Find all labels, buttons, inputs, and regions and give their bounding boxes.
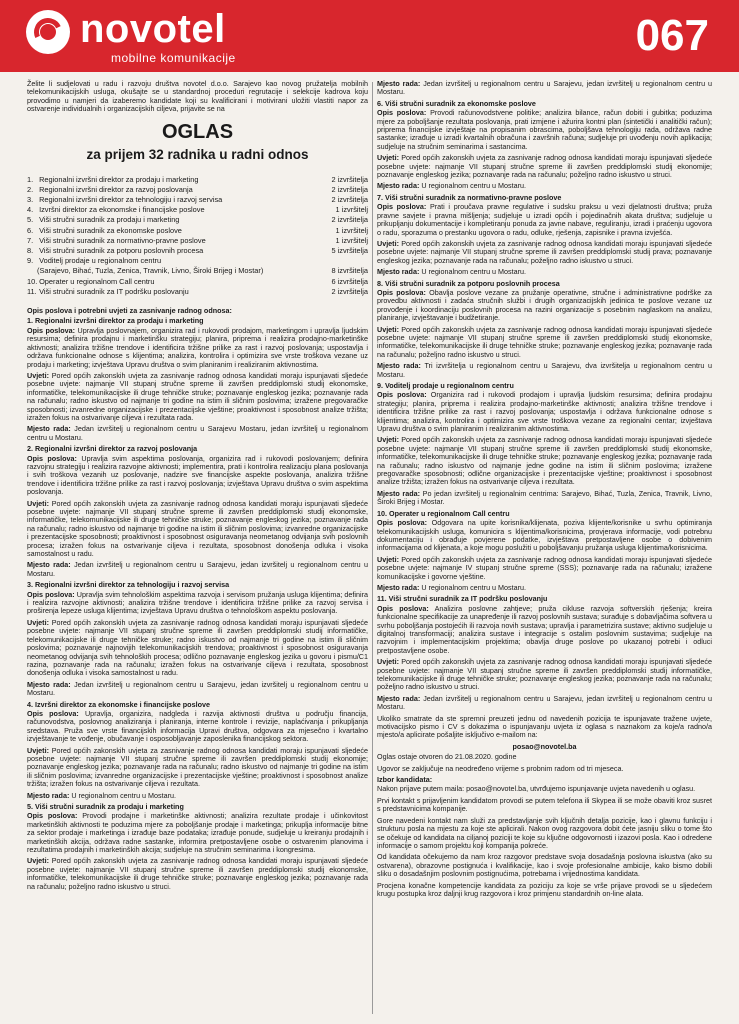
job-description-text: Upravlja, organizira, nadgleda i razvija aktivnosti društva u području financija, računovodstva, poslovnog analiziranja i planiranja, interne kontrole i revizije, naplaćivanja i prikupljanja sredstava. Pruža sve vrste financijskih informacija Upravi društva, odgovara za mjesečno i kvartalno izvještavanje te vođenje, obučavanje i osposobljavanje zaposlenika financijskog sektora. <box>27 708 369 744</box>
job-location <box>27 681 368 698</box>
position-count: 1 izvršitelj <box>335 225 368 235</box>
closing-contract: Ugovor se zaključuje na neodređeno vrijeme s probnim radom od tri mjeseca. <box>377 763 624 773</box>
position-name: Viši stručni suradnik za ekonomske poslove <box>39 225 182 235</box>
job-title: 5. Viši stručni suradnik za prodaju i marketing <box>27 802 184 811</box>
job-requirements <box>377 556 712 581</box>
job-description-label: Opis poslova: <box>377 390 427 400</box>
job-requirements <box>377 154 712 179</box>
job-title: 8. Viši stručni suradnik za potporu poslovnih procesa <box>377 278 560 288</box>
position-name: (Sarajevo, Bihać, Tuzla, Zenica, Travnik, Livno, Široki Brijeg i Mostar) <box>37 266 264 276</box>
contact-email[interactable]: posao@novotel.ba <box>512 741 577 751</box>
closing-ukoliko: Ukoliko smatrate da ste spremni preuzeti jednu od navedenih pozicija te ispunjavate tražene uvjete, motivacijsko pismo i CV s dokazima o ispunjavanju uvjeta iz oglasa s naznakom za koje/a radno/a mjesto/a aplicirate pošaljite isključivo e-mailom na: <box>377 713 712 740</box>
position-count: 2 izvršitelja <box>331 215 368 225</box>
job-description-text: Upravlja svim tehnološkim aspektima razvoja i servisom pružanja usluga klijentima; definira i realizira razvojne aktivnosti; analizira tržišne trendove i identificira tržišne prilike za razvoj servisa i proširenja lepeze usluga klijentima; izvještava Upravu društva o tehnološkom aspektu poslovanja. <box>27 589 369 616</box>
job-location-label: Mjesto rada: <box>377 267 420 277</box>
job-requirements-label: Uvjeti: <box>27 856 49 866</box>
job-location <box>377 695 712 712</box>
sections-right <box>377 80 712 712</box>
job-requirements-label: Uvjeti: <box>27 745 49 755</box>
job-description <box>377 519 712 553</box>
position-item <box>27 246 368 256</box>
job-description-text: Upravlja svim aspektima poslovanja, organizira rad i rukovodi poslovanjem; definira razvojnu strategiju i realizira razvojne aktivnosti; implementira, prati i kontrolira realizaciju plana poslovanja i svih troškova vezanih uz poslovanje, nadzire sve financijske aspekte poslovanja, analizira tržišne trendove i identificira tržišne prilike za rast i razvoj poslovanja; izvještava Upravu društva o svim aspektima poslovanja. <box>27 453 368 497</box>
job-requirements-text: Pored općih zakonskih uvjeta za zasnivanje radnog odnosa kandidati moraju ispunjavati sljedeće posebne uvjete: najmanje VII stupanj stručne spreme ili završen preddiplomski studij ekonomske, informatičke, telekomunikacijske ili druge tehničke struke; poznavanje engleskog jezika; poznavanje rada na računalu; radno iskustvo od najmanje tri godine na istim ili sličnim poslovima; izvanredne organizacijske i prezentacijske sposobnosti; proaktivnost i sposobnost osiguravanja neometanog odvijanja svih poslovnih procesa; izražen fokus na ostvarivanje ciljeva i rezultata, sposobnost donošenja odluka i visoka samostalnost u radu. <box>27 498 368 559</box>
job-description <box>27 327 368 369</box>
ad-number: 067 <box>635 11 709 60</box>
job-description-text: Provodi prodajne i marketinške aktivnosti; analizira rezultate prodaje i učinkovitost marketinških aktivnosti te poduzima mjere za poboljšanje prodaje i marketinga; prikuplja informacije bitne za sektor prodaje i marketinga i izrađuje baze podataka; izrađuje ponude, sudjeluje u kreiranju prodajnih i marketinških akcija, održava radne sastanke, informira pretpostavljene osobe o ostvarenim planovima i rezultatima prodajnih i marketinških akcija; sudjeluje na stručnim seminarima i kongresima. <box>27 811 369 855</box>
job-location-label: Mjesto rada: <box>377 582 420 592</box>
job-section <box>27 317 368 442</box>
position-name: Operater u regionalnom Call centru <box>39 276 155 286</box>
job-title: 11. Viši stručni suradnik za IT podršku poslovanju <box>377 594 548 604</box>
position-count: 5 izvršitelja <box>331 246 368 256</box>
job-description-label: Opis poslova: <box>377 603 429 613</box>
job-description-text: Provodi računovodstvene politike; analizira bilance, račun dobiti i gubitka; poduzima mjere za poboljšanje rezultata poslovanja, prati izmjene i ažurira kontni plan (sintetički i analitički račun); priprema financijske izvještaje na propisanim obrascima, poboljšava tehnologiju rada, održava radne sastanke; izrađuje u izradi kvartalnih obračuna i završnih računa; sudjeluje pri uvođenju novih aplikacija; sudjeluje na stručnim seminarima i sastancima. <box>377 108 713 151</box>
job-location-label: Mjesto rada: <box>27 790 70 800</box>
job-description-text: Upravlja poslovnajem, organizira rad i rukovodi prodajom, marketingom i upravlja ljudskim resursima; definira prodajnu i marketinšku strategiju; planira, priprema i realizira prodajno-marketinške aktivnosti; analizira tržišne trendove i identificira tržišne prilike za rast i razvoj poslovanja; uspostavlja i održava funkcionalne odnose s klijentima; analizira, kontrolira i optimizira sve vrste troškova vezane uz prodaju i marketing; izvještava Upravu društva o svim planiranim i realiziranim aktivnostima. <box>27 325 368 369</box>
position-number: 8. <box>27 246 34 256</box>
job-location <box>377 362 712 379</box>
job-location-label: Mjesto rada: <box>27 424 71 434</box>
job-location-text: U regionalnom centru u Mostaru. <box>421 267 527 277</box>
position-item <box>27 215 368 225</box>
job-description-label: Opis poslova: <box>377 287 426 297</box>
job-requirements-text: Pored općih zakonskih uvjeta za zasnivanje radnog odnosa kandidati moraju ispunjavati sljedeće posebne uvjete: najmanje VII stupanj stručne spreme ili završen preddiplomski studij prava; poznavanje engleskog jezika; poznavanje rada na računalu; poželjno radno iskustvo u struci. <box>377 238 712 265</box>
ad-subtitle: za prijem 32 radnika u radni odnos <box>86 146 309 162</box>
job-requirements <box>377 326 712 360</box>
left-column <box>27 80 368 894</box>
job-description-label: Opis poslova: <box>27 325 76 335</box>
position-item <box>27 175 368 185</box>
job-description-text: Obavlja poslove vezane za pružanje operativne, stručne i administrativne podrške za provedbu aktivnosti i zadaća stručnih službi i drugih organizacijskih jedinica te poslove vezane uz provođenje i koordinaciju poslovnih procesa na razini organizacije s posebnim naglaskom na analizu, planiranje, izvještavanje i budžetiranje. <box>377 287 712 323</box>
position-count: 2 izvršitelja <box>331 184 368 194</box>
job-requirements <box>377 240 712 265</box>
job-description-label: Opis poslova: <box>27 453 77 463</box>
job-title: 2. Regionalni izvršni direktor za razvoj poslovanja <box>27 444 198 454</box>
position-name: Regionalni izvršni direktor za razvoj poslovanja <box>39 184 193 194</box>
position-name: Viši stručni suradnik za IT podršku poslovanju <box>39 286 189 296</box>
position-number: 9. <box>27 256 34 266</box>
job-section <box>27 581 368 697</box>
job-requirements-label: Uvjeti: <box>377 435 399 445</box>
job-location <box>377 584 712 592</box>
brand-name: novotel <box>80 7 226 51</box>
job-title: 4. Izvršni direktor za ekonomske i financijske poslove <box>27 699 210 709</box>
selection-first: Prvi kontakt s prijavljenim kandidatom provodi se putem telefona ili Skypea ili se može obaviti kroz susret s predstavnicima kompanije. <box>377 795 712 814</box>
job-description-label: Opis poslova: <box>27 708 79 718</box>
job-location-text: Jedan izvršitelj u regionalnom centru u Sarajevu, jedan izvršitelj u regionalnom centru u Mostaru. <box>377 79 712 97</box>
job-requirements <box>377 436 712 486</box>
position-count: 1 izvršitelj <box>335 205 368 215</box>
ad-title: OGLAS <box>161 120 234 143</box>
positions-list <box>27 175 368 297</box>
right-column <box>377 80 712 901</box>
job-description-text: Organizira rad i rukovodi prodajom i upravlja ljudskim resursima; definira prodajnu strategiju; planira, priprema i realizira prodajno-marketinške aktivnosti; analizira tržišne trendove i identificira tržišne prilike za rast i razvoj poslovanja; uspostavlja i održava funkcionalne odnose s klijentima; analizira, kontrolira i optimizira sve vrste troškova vezane za regionalni centar; izvještava Upravu društva o svim planiranim i realiziranim aktivnostima. <box>377 390 713 434</box>
job-description <box>377 203 712 237</box>
job-description <box>27 591 368 616</box>
position-number: 4. <box>27 205 34 215</box>
job-location-label: Mjesto rada: <box>377 361 421 371</box>
position-item <box>27 287 368 297</box>
job-requirements-label: Uvjeti: <box>377 657 399 667</box>
job-requirements <box>27 500 368 559</box>
job-location <box>377 268 712 276</box>
job-requirements-text: Pored općih zakonskih uvjeta za zasnivanje radnog odnosa kandidati moraju ispunjavati sljedeće posebne uvjete: najmanje VII stupanj stručne spreme ili završen preddiplomski studij ekonomske, informatičke, telekomunikacijske ili druge tehničke struke; poznavanje engleskog jezika; poznavanje rada na računalu; poželjno radno iskustvo u struci. <box>27 856 368 891</box>
intro-text: Želite li sudjelovati u radu i razvoju društva novotel d.o.o. Sarajevo kao novog pružatelja mobilnih telekomunikacijskih usluga, okušajte se u standardnoj proceduri regrutacije i selekcije kadrova koju provodimo u namjeri da izaberemo kandidate koji su kvalificirani i motivirani uložiti vlastiti napor za ostvarenje individualnih i organizacijskih ciljeva, prijavite se na <box>27 79 368 114</box>
job-requirements <box>27 857 368 891</box>
job-description <box>27 710 368 744</box>
closing-deadline: Oglas ostaje otvoren do 21.08.2020. godine <box>377 752 517 762</box>
job-requirements-text: Pored općih zakonskih uvjeta za zasnivanje radnog odnosa kandidati moraju ispunjavati sljedeće posebne uvjete: najmanje VII stupanj stručne spreme ili završen preddiplomski studij ekonomske, informatičke, telekomunikacijske ili druge tehničke struke; poznavanje engleskog jezika; poznavanje rada na računalu; radno iskustvo od najmanje jedne godine na istim ili sličnim poslovima; izražene pregovaračke sposobnosti; odlične organizacijske i prezentacijske vještine; proaktivnost i sposobnost analize tržišta; izražen fokus na ostvarivanje ciljeva i rezultata. <box>377 435 712 487</box>
position-count: 8 izvršitelja <box>331 266 368 276</box>
job-title: 3. Regionalni izvršni direktor za tehnologiju i razvoj servisa <box>27 580 230 590</box>
job-description <box>377 605 712 655</box>
position-name: Viši stručni suradnik za potporu poslovnih procesa <box>39 246 204 256</box>
job-location-label: Mjesto rada: <box>27 679 71 689</box>
job-location-text: Po jedan izvršitelj u regionalnim centrima: Sarajevo, Bihać, Tuzla, Zenica, Travnik, Livno, Široki Brijeg i Mostar. <box>377 488 712 507</box>
position-name: Izvršni direktor za ekonomske i financijske poslove <box>39 205 205 215</box>
column-divider <box>372 82 373 1014</box>
position-count: 2 izvršitelja <box>331 174 368 184</box>
position-number: 3. <box>27 195 34 205</box>
job-location <box>27 561 368 578</box>
job-requirements-label: Uvjeti: <box>377 238 399 248</box>
job-description-text: Odgovara na upite korisnika/klijenata, poziva klijente/korisnike u svrhu optimiranja telekomunikacijskih usluga, komunicira s klijentima/korisnicima, provjerava informacije, vodi potrebnu dokumentaciju i obrađuje povjerene podatke, izvještava pretpostavljene osobe o dobivenim informacijama od klijenata, a koje mogu poslužiti u poboljšavanju pružanja usluga klijentima/korisnicima. <box>377 518 713 553</box>
position-count: 2 izvršitelja <box>331 195 368 205</box>
job-requirements-text: Pored općih zakonskih uvjeta za zasnivanje radnog odnosa kandidati moraju ispunjavati sljedeće posebne uvjete: najmanje VII stupanj stručne spreme ili završen preddiplomski studij ekonomske, informatičke, telekomunikacijske ili druge tehničke struke; poznavanje engleskog jezika; poznavanje rada na računalu; poželjno radno iskustvo u struci. <box>377 324 712 359</box>
job-section <box>377 100 712 191</box>
job-location <box>377 80 712 97</box>
job-section <box>377 80 712 97</box>
position-number: 10. <box>27 276 38 286</box>
job-location-label: Mjesto rada: <box>377 488 420 498</box>
position-name: Regionalni izvršni direktor za prodaju i marketing <box>39 174 199 184</box>
job-location-text: Jedan izvršitelj u regionalnom centru u Sarajevu, jedan izvršitelj u regionalnom centru u Mostaru. <box>377 693 712 712</box>
job-location-text: Jedan izvršitelj u regionalnom centru u Sarajevu Mostaru, jedan izvršitelj u regionalnom centru u Mostaru. <box>27 424 369 442</box>
selection-heading: Izbor kandidata: <box>377 775 433 785</box>
job-location <box>377 182 712 190</box>
header-banner <box>0 0 739 72</box>
job-section <box>377 510 712 593</box>
job-title: 10. Operater u regionalnom Call centru <box>377 508 510 518</box>
job-requirements <box>377 658 712 692</box>
job-requirements-text: Pored općih zakonskih uvjeta za zasnivanje radnog odnosa kandidati moraju ispunjavati sljedeće posebne uvjete: najmanje VII stupanj stručne spreme ili završen preddiplomski studij ekonomske, informatičke, telekomunikacijske ili druge tehničke struke; poznavanje engleskog jezika; poznavanje rada na računalu; radno iskustvo od najmanje tri godine na istim ili sličnim poslovima; izražene pregovaračke sposobnosti; izvanredne organizacijske i prezentacijske vještine; proaktivnost i sposobnost analize tržišta; izražen fokus na ostvarivanje ciljeva i rezultata rada. <box>27 370 368 422</box>
job-requirements <box>27 747 368 789</box>
job-section <box>27 445 368 578</box>
job-description-label: Opis poslova: <box>27 589 75 599</box>
position-item <box>27 205 368 215</box>
position-name: Regionalni izvršni direktor za tehnologiju i razvoj servisa <box>39 195 223 205</box>
job-requirements-label: Uvjeti: <box>377 554 399 564</box>
position-item <box>27 195 368 205</box>
position-item <box>27 266 368 276</box>
closing-block <box>377 715 712 899</box>
job-description <box>377 391 712 433</box>
position-item <box>27 256 368 266</box>
job-location <box>377 490 712 507</box>
position-count: 6 izvršitelja <box>331 276 368 286</box>
position-item <box>27 236 368 246</box>
sections-left <box>27 317 368 891</box>
job-location-label: Mjesto rada: <box>27 560 71 570</box>
job-location-text: Jedan izvršitelj u regionalnom centru u Sarajevu, jedan izvršitelj u regionalnom centru u Mostaru. <box>27 679 368 698</box>
job-title: 1. Regionalni izvršni direktor za prodaju i marketing <box>27 316 204 326</box>
job-description-text: Analizira poslovne zahtjeve; pruža cikluse razvoja softverskih rješenja; kreira funkcionalne specifikacije za unapređenje ili razvoj poslovnih sustava; surađuje s dobavljačima softvera u svrhu poboljšanja postojećih ili razvoja novih sustava; upravlja i parametrizira sustave; aktivno sudjeluje u digitalnoj transformaciji; analizira sustave i integracije s ostalim poslovnim sustavima; sudjeluje na razvojnim i implementacijskim projektima; obavlja druge poslove po ukazanoj potrebi i odluci pretpostavljene osobe. <box>377 603 713 655</box>
job-section <box>377 194 712 277</box>
position-name: Viši stručni suradnik za normativno-pravne poslove <box>39 235 206 245</box>
job-section <box>377 280 712 379</box>
job-location-text: U regionalnom centru u Mostaru. <box>421 582 527 592</box>
position-number: 2. <box>27 184 34 194</box>
position-name: Viši stručni suradnik za prodaju i marketing <box>39 215 180 225</box>
job-title: 7. Viši stručni suradnik za normativno-pravne poslove <box>377 192 562 202</box>
job-requirements <box>27 372 368 422</box>
job-requirements-text: Pored općih zakonskih uvjeta za zasnivanje radnog odnosa kandidati moraju ispunjavati sljedeće posebne uvjete: najmanje VII stupanj stručne spreme ili završen preddiplomski studij informatičke, telekomunikacijske ili druge tehničke struke; radno iskustvo od najmanje tri godine na istim ili sličnim poslovima; poznavanje najnovijih telekomunikacijskih trendova; proaktivnost i sposobnost osiguravanja neometanog odvijanja svih tehnoloških procesa; odlično poznavanje engleskog jezika u govoru i pismu/C1 razina, poznavanje rada na računalu; izražen fokus na ostvarivanje ciljeva i rezultata, sposobnost donošenja odluka i visoka samostalnost u radu. <box>27 617 368 678</box>
job-requirements-text: Pored općih zakonskih uvjeta za zasnivanje radnog odnosa kandidati moraju ispunjavati sljedeće posebne uvjete: najmanje VII stupanj stručne spreme ili završen preddiplomski studij ekonomije; poznavanje engleskog jezika; poznavanje rada na računalu; poželjno radno iskustvo u struci. <box>377 153 712 180</box>
job-requirements-label: Uvjeti: <box>27 617 49 627</box>
position-number: 1. <box>27 174 34 184</box>
job-requirements-label: Uvjeti: <box>377 324 399 334</box>
job-requirements <box>27 619 368 678</box>
job-location <box>27 425 368 442</box>
job-requirements-text: Pored općih zakonskih uvjeta za zasnivanje radnog odnosa kandidati moraju ispunjavati sljedeće posebne uvjete: najmanje IV stupanj stručne spreme (SSS); poznavanje rada na računalu; izražene komunikacijske i govorne vještine. <box>377 554 712 581</box>
job-section <box>377 382 712 507</box>
job-requirements-text: Pored općih zakonskih uvjeta za zasnivanje radnog odnosa kandidati moraju ispunjavati sljedeće posebne uvjete: najmanje VII stupanj stručne spreme ili završen preddiplomski studij informatičke, telekomunikacijske ili druge tehničke struke; poznavanje engleskog jezika; poznavanje rada na računalu; poželjno radno iskustvo u struci. <box>377 657 712 692</box>
position-number: 7. <box>27 235 34 245</box>
brand-subtitle: mobilne komunikacije <box>111 51 236 65</box>
position-number: 11. <box>27 286 37 296</box>
job-description <box>27 812 368 854</box>
job-requirements-label: Uvjeti: <box>27 498 49 508</box>
job-description-label: Opis poslova: <box>377 202 427 212</box>
job-location <box>27 792 368 800</box>
position-count: 1 izvršitelj <box>335 235 368 245</box>
position-item <box>27 185 368 195</box>
job-description <box>377 289 712 323</box>
job-location-label: Mjesto rada: <box>377 79 421 88</box>
job-location-label: Mjesto rada: <box>377 693 421 703</box>
job-description <box>27 455 368 497</box>
job-section <box>27 701 368 800</box>
position-item <box>27 277 368 287</box>
job-requirements-label: Uvjeti: <box>27 370 49 380</box>
job-description-label: Opis poslova: <box>377 108 427 118</box>
position-number: 5. <box>27 215 34 225</box>
position-item <box>27 226 368 236</box>
job-location-text: Tri izvršitelja u regionalnom centru u Sarajevu, dva izvršitelja u regionalnom centru u Mostaru. <box>377 361 712 379</box>
job-section <box>377 595 712 711</box>
job-description-text: Prati i proučava pravne regulative i sudsku praksu u vezi djelatnosti društva; pruža pravne savjete i pravna mišljenja; sudjeluje u izradi općih i pojedinačnih akata društva; sudjeluje u prikupljanju dokumentacije i kompletiranju ponuda za javne nabave, reguliranju, izradi i praćenju ugovora o radu, sporazuma o prestanku ugovora o radu, odluke, rješenja, zapisnike i pravna izvješća. <box>377 202 713 237</box>
novotel-logo-icon <box>26 10 70 54</box>
job-location-text: Jedan izvršitelj u regionalnom centru u Sarajevu, jedan izvršitelj u regionalnom centru u Mostaru. <box>27 560 368 578</box>
job-requirements-label: Uvjeti: <box>377 153 399 163</box>
opis-heading: Opis poslova i potrebni uvjeti za zasnivanje radnog odnosa: <box>27 306 232 316</box>
position-count: 2 izvršitelja <box>331 286 368 296</box>
job-location-text: U regionalnom centru u Mostaru. <box>71 790 177 800</box>
job-description-label: Opis poslova: <box>27 811 78 821</box>
job-location-label: Mjesto rada: <box>377 181 420 191</box>
selection-final: Procjena konačne kompetencije kandidata za poziciju za koje se vrše prijave provodi se u sljedećem krugu postupka kroz daljnji krug razgovora i kroz primjenu standardnih on-line alata. <box>377 880 712 898</box>
selection-contact: Gore navedeni kontakt nam služi za predstavljanje svih ključnih detalja pozicije, kao i glavnu funkciju i strukturu posla na mjestu za koje ste aplicirali. Nakon ovog razgovora dobit ćete jasniju sliku o tome što se očekuje od kandidata na ciljanoj poziciji te koje su ključne odgovornosti i izazovi posla. Kao i odredene informacije o samom projektu koji kompanija pokreće. <box>377 815 712 850</box>
job-location-text: U regionalnom centru u Mostaru. <box>421 181 527 191</box>
job-description-label: Opis poslova: <box>377 518 428 528</box>
job-description <box>377 109 712 151</box>
selection-expect: Od kandidata očekujemo da nam kroz razgovor predstave svoja dosadašnja poslovna iskustva (ako su ostvarena), obrazovne postignuća i kvalifikacije, kao i svoje profesionalne ambicije, kako bismo dobili sliku o dosadašnjim poslovnim postignućima, potrebama i vrijednostima kandidata. <box>377 852 712 879</box>
selection-after: Nakon prijave putem maila: posao@novotel.ba, utvrđujemo ispunjavanje uvjeta navedenih u oglasu. <box>377 784 696 794</box>
job-title: 9. Voditelj prodaje u regionalnom centru <box>377 381 514 390</box>
job-title: 6. Viši stručni suradnik za ekonomske poslove <box>377 98 536 108</box>
position-name: Voditelj prodaje u regionalnom centru <box>39 256 162 266</box>
job-requirements-text: Pored općih zakonskih uvjeta za zasnivanje radnog odnosa kandidati moraju ispunjavati sljedeće posebne uvjete: najmanje VII stupanj stručne spreme ili završen preddiplomski studij ekonomije; poznavanje engleskog jezika; poznavanje rada na računalu; radno iskustvo od najmanje tri godine na istim ili sličnim poslovima; izvanredne organizacijske i prezentacijske vještine; proaktivnost i sposobnost analize tržišta; izražen fokus na ostvarivanje ciljeva i rezultata. <box>27 745 368 789</box>
job-section <box>27 803 368 891</box>
position-number: 6. <box>27 225 34 235</box>
